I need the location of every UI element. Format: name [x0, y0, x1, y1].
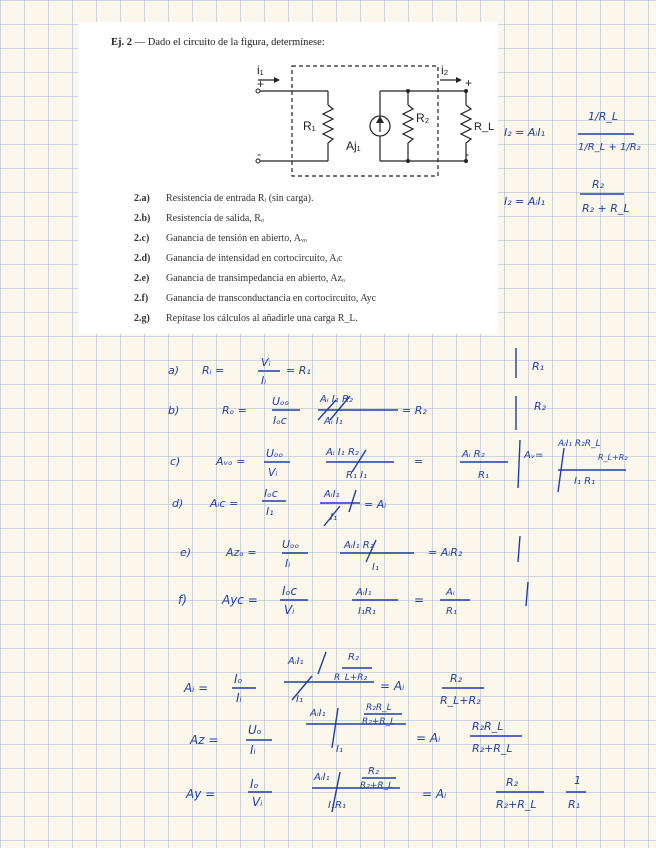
part-g-ai-num2c: R_L+R₂ — [334, 673, 368, 683]
part-d-label: d) — [172, 497, 184, 510]
part-c-side-num2: R_L+R₂ — [598, 453, 628, 462]
part-b-den: Iₒc — [273, 414, 287, 427]
problem-label: Ej. 2 — [111, 37, 132, 48]
part-b-right: R₂ — [534, 400, 547, 413]
output-plus: + — [465, 76, 473, 90]
part-g-ay-num4: 1 — [574, 774, 581, 787]
part-e-num: Uₒₒ — [282, 538, 300, 551]
part-a-rhs: = R₁ — [286, 364, 311, 377]
side-note-1-den: 1/R_L + 1/R₂ — [578, 142, 641, 153]
part-g-ay-den: Vᵢ — [252, 795, 263, 809]
subquestion-a: 2.a) Resistencia de entrada Rᵢ (sin carga). — [134, 193, 314, 204]
part-a-label: a) — [168, 364, 180, 377]
part-g-ay-lhs: Ay = — [186, 787, 216, 801]
part-b-rhs: = R₂ — [402, 404, 427, 417]
part-g-ai-den2: I₁ — [296, 694, 303, 705]
part-c-side-num: AᵢI₁ R₂R_L — [558, 439, 601, 449]
subquestion-g: 2.g) Repítase los cálculos al añadirle una carga R_L. — [134, 313, 358, 324]
output-minus: - — [465, 147, 469, 161]
part-g-az-num2b: R₂R_L — [366, 703, 392, 713]
part-g-az-num: Uₒ — [248, 723, 262, 737]
part-d-num: Iₒc — [264, 487, 278, 500]
i1-label: i₁ — [257, 63, 264, 77]
part-g-ai-num3: R₂ — [450, 672, 463, 685]
part-a-num: Vᵢ — [261, 356, 271, 369]
side-note-2-num: R₂ — [592, 178, 605, 191]
part-c-den3: R₁ — [478, 470, 489, 481]
rl-label: R_L — [474, 121, 495, 133]
part-d-num2: AᵢI₁ — [324, 489, 340, 500]
part-c-label: c) — [170, 455, 181, 468]
part-b-den2: Aᵢ I₁ — [324, 416, 343, 427]
part-f-num3: Aᵢ — [446, 587, 455, 598]
part-e-num2: AᵢI₁ R₂ — [344, 540, 374, 551]
part-g-az-den3: R₂+R_L — [472, 742, 513, 755]
part-g-az-lhs: Az = — [190, 733, 219, 747]
part-c-den2: R₁ I₁ — [346, 470, 368, 481]
part-g-az-rhs: = Aᵢ — [416, 731, 441, 745]
part-f-eq: = — [414, 593, 425, 607]
i2-label: i₂ — [441, 63, 449, 77]
part-g-ay-num2c: R₂+R_L — [360, 781, 394, 791]
part-g-ai-num: Iₒ — [234, 672, 243, 686]
side-note-1-num: 1/R_L — [588, 110, 618, 123]
part-g-ai-rhs: = Aᵢ — [380, 679, 405, 693]
part-b-lhs: Rₒ = — [222, 404, 247, 417]
part-c-num3: Aᵢ R₂ — [462, 449, 485, 460]
part-g-az-num2: AᵢI₁ — [310, 708, 326, 719]
part-e-den2: I₁ — [372, 562, 379, 573]
part-g-az-num2c: R₂+R_L — [362, 717, 396, 727]
part-d-den2: I₁ — [330, 512, 337, 523]
heading-dash: — — [134, 37, 146, 48]
part-g-ai-num2b: R₂ — [348, 652, 359, 663]
part-g-ai-num2: AᵢI₁ — [288, 656, 304, 667]
part-d-rhs: = Aᵢ — [364, 498, 387, 511]
part-f-den2: I₁R₁ — [358, 606, 376, 617]
part-e-den: Iᵢ — [285, 557, 291, 570]
part-f-num: Iₒc — [282, 584, 298, 598]
part-g-ay-num3: R₂ — [506, 776, 519, 789]
part-g-ai-den3: R_L+R₂ — [440, 694, 481, 707]
part-g-ay-num: Iₒ — [250, 777, 259, 791]
part-f-label: f) — [178, 593, 187, 607]
part-b-num: Uₒₒ — [272, 395, 290, 408]
part-g-ay-num2: AᵢI₁ — [314, 772, 330, 783]
side-note-2: I₂ = AᵢI₁ — [504, 195, 546, 208]
part-c-eq: = — [414, 455, 424, 468]
part-g-ay-rhs: = Aᵢ — [422, 787, 447, 801]
subquestion-e: 2.e) Ganancia de transimpedancia en abierto, Azₒ — [134, 273, 345, 284]
part-c-side-lhs: Aᵥ= — [524, 450, 544, 461]
part-b-label: b) — [168, 404, 180, 417]
part-f-den3: R₁ — [446, 606, 457, 617]
part-g-ai-lhs: Aᵢ = — [184, 681, 209, 695]
part-d-den: I₁ — [266, 505, 274, 518]
part-c-num: Uₒₒ — [266, 447, 284, 460]
part-a-den: Iᵢ — [261, 374, 267, 387]
part-c-num2: Aᵢ I₁ R₂ — [326, 447, 359, 458]
part-g-ay-den2: I₁R₁ — [328, 800, 346, 811]
side-note-1: I₂ = AᵢI₁ — [504, 126, 546, 139]
part-f-num2: AᵢI₁ — [356, 587, 372, 598]
part-g-az-num3: R₂R_L — [472, 720, 504, 733]
subquestion-c: 2.c) Ganancia de tensión en abierto, Aᵥₒ — [134, 233, 307, 244]
part-e-lhs: Azₒ = — [226, 546, 257, 559]
part-f-den: Vᵢ — [284, 603, 295, 617]
problem-statement: Dado el circuito de la figura, determínese: — [147, 37, 325, 48]
part-c-lhs: Aᵥₒ = — [216, 455, 246, 468]
part-b-num2: Aᵢ I₁ R₂ — [320, 394, 353, 405]
r2-label: R₂ — [416, 111, 430, 125]
part-d-lhs: Aᵢc = — [210, 497, 239, 510]
part-e-label: e) — [180, 546, 192, 559]
part-g-ai-den: Iᵢ — [236, 691, 242, 705]
part-c-side-den: I₁ R₁ — [574, 476, 596, 487]
part-g-az-den2: I₁ — [336, 744, 343, 755]
part-a-lhs: Rᵢ = — [202, 364, 225, 377]
subquestion-d: 2.d) Ganancia de intensidad en cortocircuito, Aᵢc — [134, 253, 343, 264]
side-note-2-den: R₂ + R_L — [582, 202, 630, 215]
part-a-right: R₁ — [532, 360, 545, 373]
part-g-ay-den4: R₁ — [568, 798, 581, 811]
input-plus: + — [257, 77, 265, 91]
subquestion-f: 2.f) Ganancia de transconductancia en cortocircuito, Ayc — [134, 293, 377, 304]
input-minus: - — [257, 147, 261, 161]
part-g-az-den: Iᵢ — [250, 743, 256, 757]
part-f-lhs: Ayc = — [222, 593, 258, 607]
part-e-rhs: = AᵢR₂ — [428, 546, 463, 559]
r1-label: R₁ — [303, 119, 316, 133]
source-label: Aj₁ — [346, 139, 361, 153]
part-g-ay-den3: R₂+R_L — [496, 798, 537, 811]
part-g-ay-num2b: R₂ — [368, 766, 379, 777]
part-c-den: Vᵢ — [268, 466, 278, 479]
subquestion-b: 2.b) Resistencia de salida, Rₒ — [134, 213, 264, 224]
